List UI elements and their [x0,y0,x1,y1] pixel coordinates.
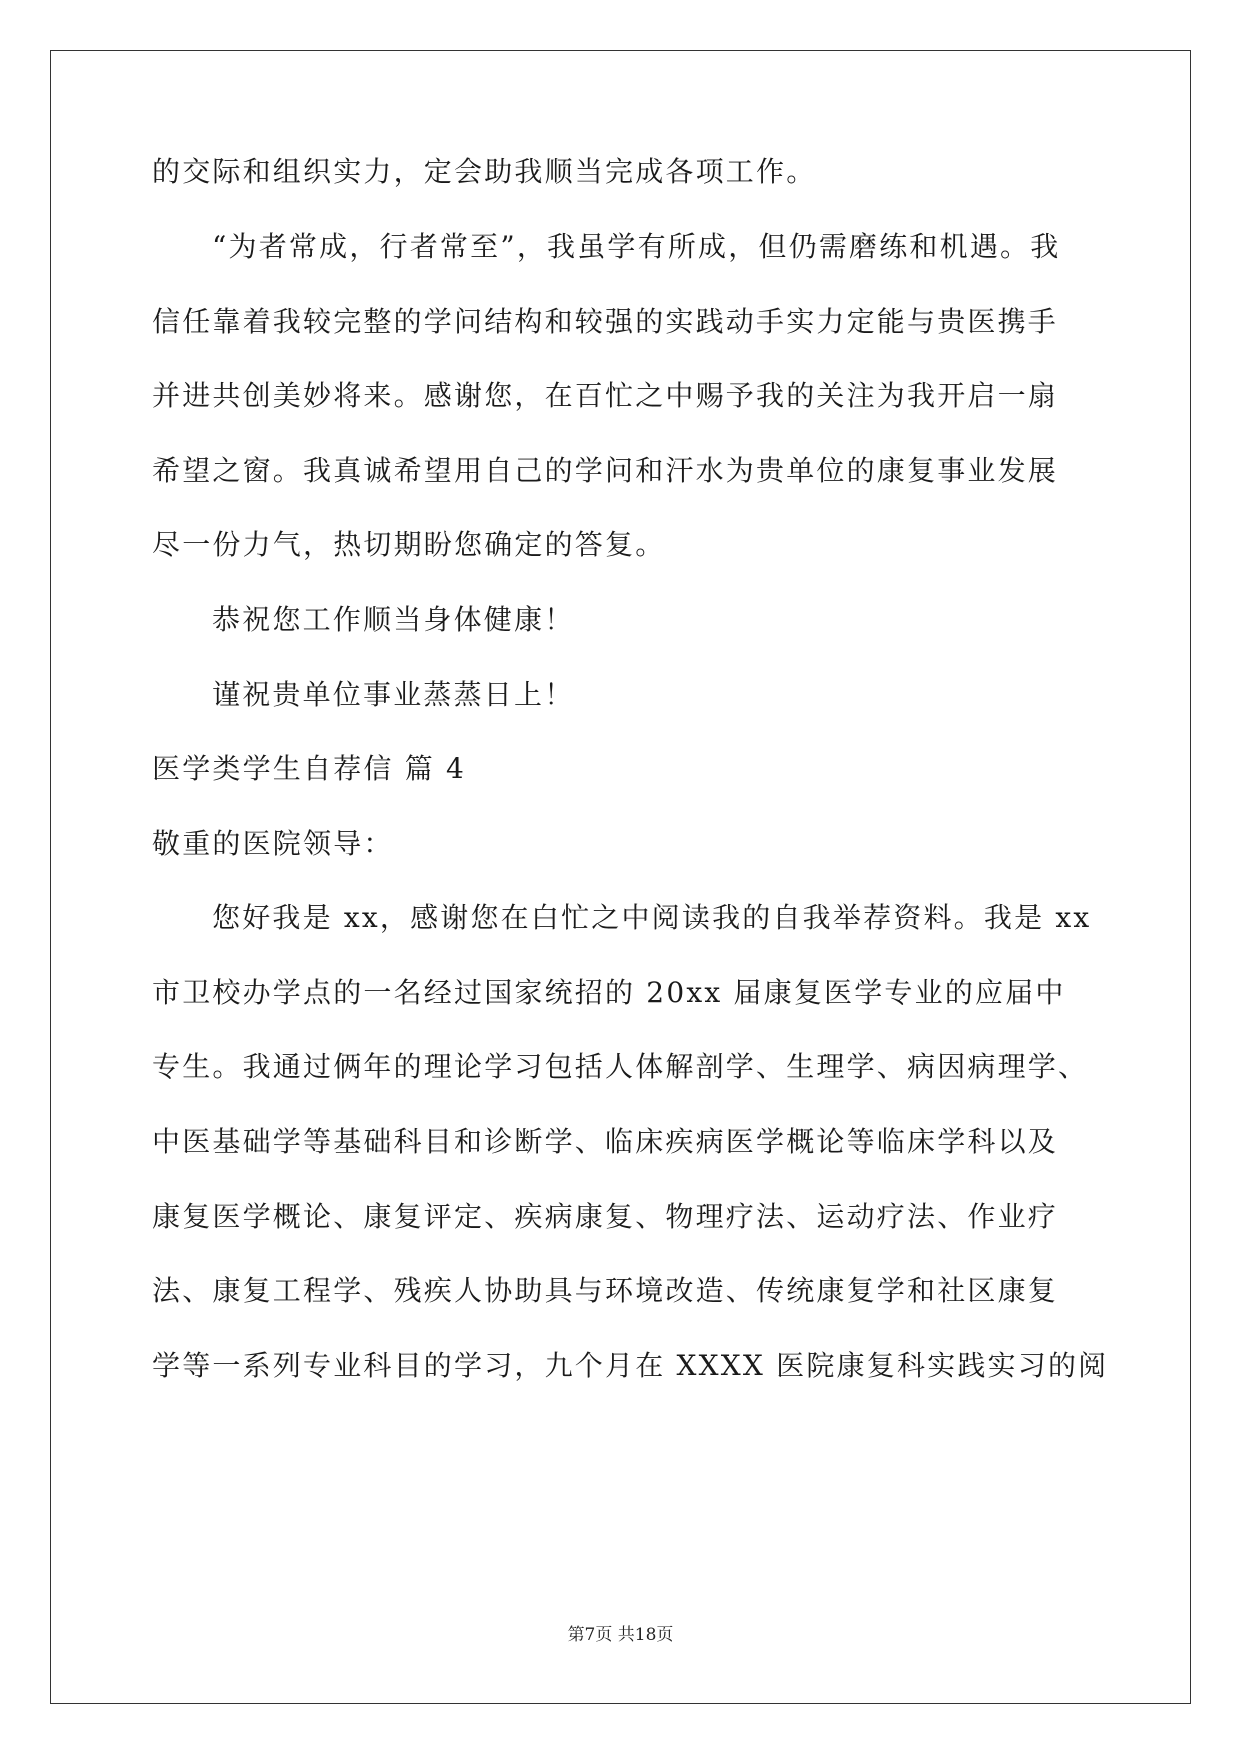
text-line-11: 您好我是 xx，感谢您在白忙之中阅读我的自我举荐资料。我是 xx [212,901,1092,934]
page-frame [50,50,1191,1704]
text-line-13: 专生。我通过俩年的理论学习包括人体解剖学、生理学、病因病理学、 [152,1050,1089,1083]
section-heading: 医学类学生自荐信 篇 4 [152,752,467,785]
text-line-15: 康复医学概论、康复评定、疾病康复、物理疗法、运动疗法、作业疗 [152,1200,1059,1233]
page-footer: 第7页 共18页 [567,1625,674,1645]
text-line-8: 谨祝贵单位事业蒸蒸日上！ [212,678,575,711]
text-line-16: 法、康复工程学、残疾人协助具与环境改造、传统康复学和社区康复 [152,1274,1059,1307]
text-line-3: 信任靠着我较完整的学问结构和较强的实践动手实力定能与贵医携手 [152,305,1059,338]
text-line-2: “为者常成，行者常至”，我虽学有所成，但仍需磨练和机遇。我 [212,230,1061,263]
text-line-17: 学等一系列专业科目的学习，九个月在 XXXX 医院康复科实践实习的阅 [152,1349,1109,1382]
text-line-6: 尽一份力气，热切期盼您确定的答复。 [152,528,666,561]
text-line-12: 市卫校办学点的一名经过国家统招的 20xx 届康复医学专业的应届中 [152,976,1066,1009]
text-line-4: 并进共创美妙将来。感谢您，在百忙之中赐予我的关注为我开启一扇 [152,379,1059,412]
text-line-14: 中医基础学等基础科目和诊断学、临床疾病医学概论等临床学科以及 [152,1125,1059,1158]
salutation: 敬重的医院领导： [152,827,394,860]
text-line-1: 的交际和组织实力，定会助我顺当完成各项工作。 [152,155,817,188]
text-line-5: 希望之窗。我真诚希望用自己的学问和汗水为贵单位的康复事业发展 [152,454,1059,487]
text-line-7: 恭祝您工作顺当身体健康！ [212,603,575,636]
